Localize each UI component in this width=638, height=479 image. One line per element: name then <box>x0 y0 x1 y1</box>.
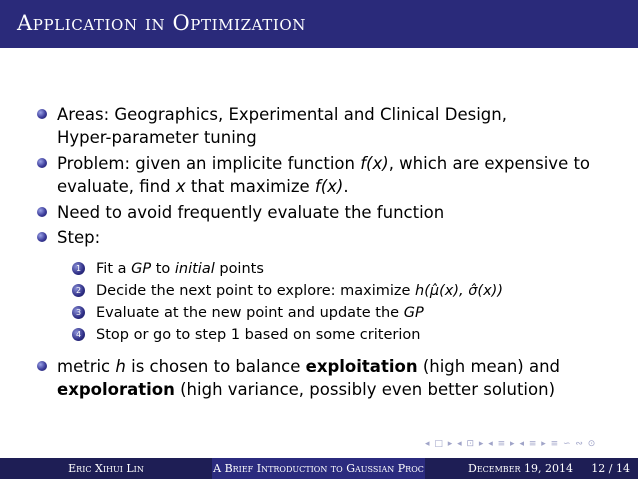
step-number-icon: 3 <box>72 306 85 319</box>
slide-title: Application in Optimization <box>17 11 306 35</box>
step-text: GP <box>131 261 152 277</box>
bullet-avoid <box>37 201 597 224</box>
bullet-text: Areas: Geographics, Experimental and Clinical Design, <box>57 105 507 124</box>
title-bar <box>0 0 638 48</box>
bullet-step <box>37 226 597 249</box>
step-text: Fit a <box>96 261 132 277</box>
bullet-text: evaluate, find <box>57 177 176 196</box>
bullet-text: (high variance, possibly even better solution) <box>174 380 556 399</box>
bullet-dot-icon <box>37 207 47 217</box>
page-number: 12 / 14 <box>591 462 630 475</box>
step-text: to <box>151 261 175 277</box>
footer-author: Eric Xihui Lin <box>0 458 212 479</box>
step-text: initial <box>174 261 215 277</box>
bullet-text: (high mean) and <box>417 357 560 376</box>
bold-term: expoloration <box>57 380 175 399</box>
step-number-icon: 1 <box>72 262 85 275</box>
step-text: points <box>214 261 264 277</box>
footer-bar <box>0 458 638 479</box>
math-h: h(μ̂(x), σ̂(x)) <box>415 283 503 299</box>
footer-title: A Brief Introduction to Gaussian Proc <box>212 458 425 479</box>
bullet-text: , which are expensive to <box>388 154 591 173</box>
bold-term: exploitation <box>305 357 418 376</box>
bullet-text: Need to avoid frequently evaluate the function <box>57 203 445 222</box>
math-h: h <box>115 357 126 376</box>
footer-date: December 19, 2014 <box>468 462 574 475</box>
bullet-areas <box>37 103 597 149</box>
footer-date-page <box>425 458 638 479</box>
bullet-dot-icon <box>37 109 47 119</box>
bullet-dot-icon <box>37 361 47 371</box>
math-x: x <box>175 177 186 196</box>
bullet-text: that maximize <box>185 177 315 196</box>
bullet-text: is chosen to balance <box>125 357 306 376</box>
math-fx: f(x) <box>360 154 389 173</box>
step-number-icon: 4 <box>72 328 85 341</box>
bullet-text: Hyper-parameter tuning <box>57 128 257 147</box>
bullet-dot-icon <box>37 158 47 168</box>
step-text: Stop or go to step 1 based on some criterion <box>96 327 421 343</box>
beamer-navigation[interactable]: ◂ □ ▸ ◂ ⊡ ▸ ◂ ≡ ▸ ◂ ≡ ▸ ≡ ∽ ∾ ⊙ <box>425 439 597 449</box>
step-text: Evaluate at the new point and update the <box>96 305 404 321</box>
bullet-metric <box>37 355 597 401</box>
bullet-text: Problem: given an implicite function <box>57 154 361 173</box>
bullet-text: metric <box>57 357 116 376</box>
bullet-text: . <box>343 177 349 196</box>
step-text: Decide the next point to explore: maximize <box>96 283 416 299</box>
bullet-text: Step: <box>57 228 101 247</box>
step-number-icon: 2 <box>72 284 85 297</box>
bullet-dot-icon <box>37 232 47 242</box>
math-fx: f(x) <box>314 177 344 196</box>
step-text: GP <box>403 305 424 321</box>
bullet-problem <box>37 152 597 198</box>
